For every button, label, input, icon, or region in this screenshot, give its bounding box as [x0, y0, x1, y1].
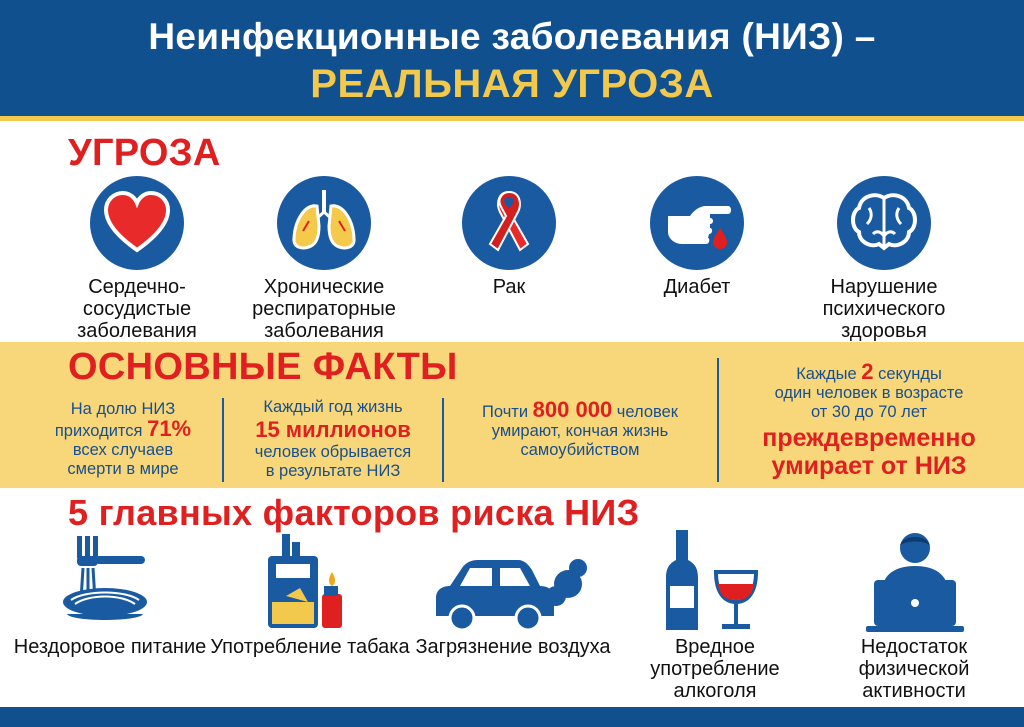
facts-title: ОСНОВНЫЕ ФАКТЫ: [68, 346, 458, 388]
divider: [222, 398, 224, 482]
page-subtitle: РЕАЛЬНАЯ УГРОЗА: [310, 62, 714, 106]
risk-label-food: Нездоровое питание: [13, 636, 207, 658]
cigarettes-lighter-icon: [258, 528, 368, 632]
person-laptop-icon: [860, 526, 970, 634]
threat-label-diabetes: Диабет: [663, 276, 731, 298]
bottle-wine-glass-icon: [660, 526, 770, 634]
threat-label-respiratory: Хронические респираторные заболевания: [252, 276, 396, 342]
threat-label-cancer: Рак: [492, 276, 526, 298]
page-title: Неинфекционные заболевания (НИЗ) –: [148, 16, 876, 57]
risk-label-tobacco: Употребление табака: [210, 636, 410, 658]
threat-label-mental: Нарушение психического здоровья: [822, 276, 946, 342]
threat-title: УГРОЗА: [68, 132, 221, 174]
footer-bar: [0, 707, 1024, 727]
risk-label-activity: Недостаток физической активности: [858, 636, 970, 702]
car-exhaust-icon: [430, 550, 590, 636]
cancer-ribbon-icon: [462, 176, 556, 270]
risk-label-air: Загрязнение воздуха: [415, 636, 611, 658]
heart-icon: [90, 176, 184, 270]
brain-icon: [837, 176, 931, 270]
risk-label-alcohol: Вредное употребление алкоголя: [650, 636, 780, 702]
fork-noodles-icon: [55, 528, 165, 628]
risk-title: 5 главных факторов риска НИЗ: [68, 492, 640, 533]
fact-suicide: Почти 800 000 человек умирают, кончая жизнь самоубийством: [482, 397, 678, 459]
fact-premature: Каждые 2 секунды один человек в возрасте от 30 до 70 лет преждевременно умирает от НИЗ: [762, 359, 976, 480]
lungs-icon: [277, 176, 371, 270]
threat-label-cardio: Сердечно- сосудистые заболевания: [77, 276, 197, 342]
divider: [717, 358, 719, 482]
fact-share: На долю НИЗ приходится 71% всех случаев смерти в мире: [54, 400, 192, 478]
header-banner: [0, 0, 1024, 121]
finger-blood-drop-icon: [650, 176, 744, 270]
divider: [442, 398, 444, 482]
fact-lives: Каждый год жизнь 15 миллионов человек обрывается в результате НИЗ: [254, 398, 412, 480]
